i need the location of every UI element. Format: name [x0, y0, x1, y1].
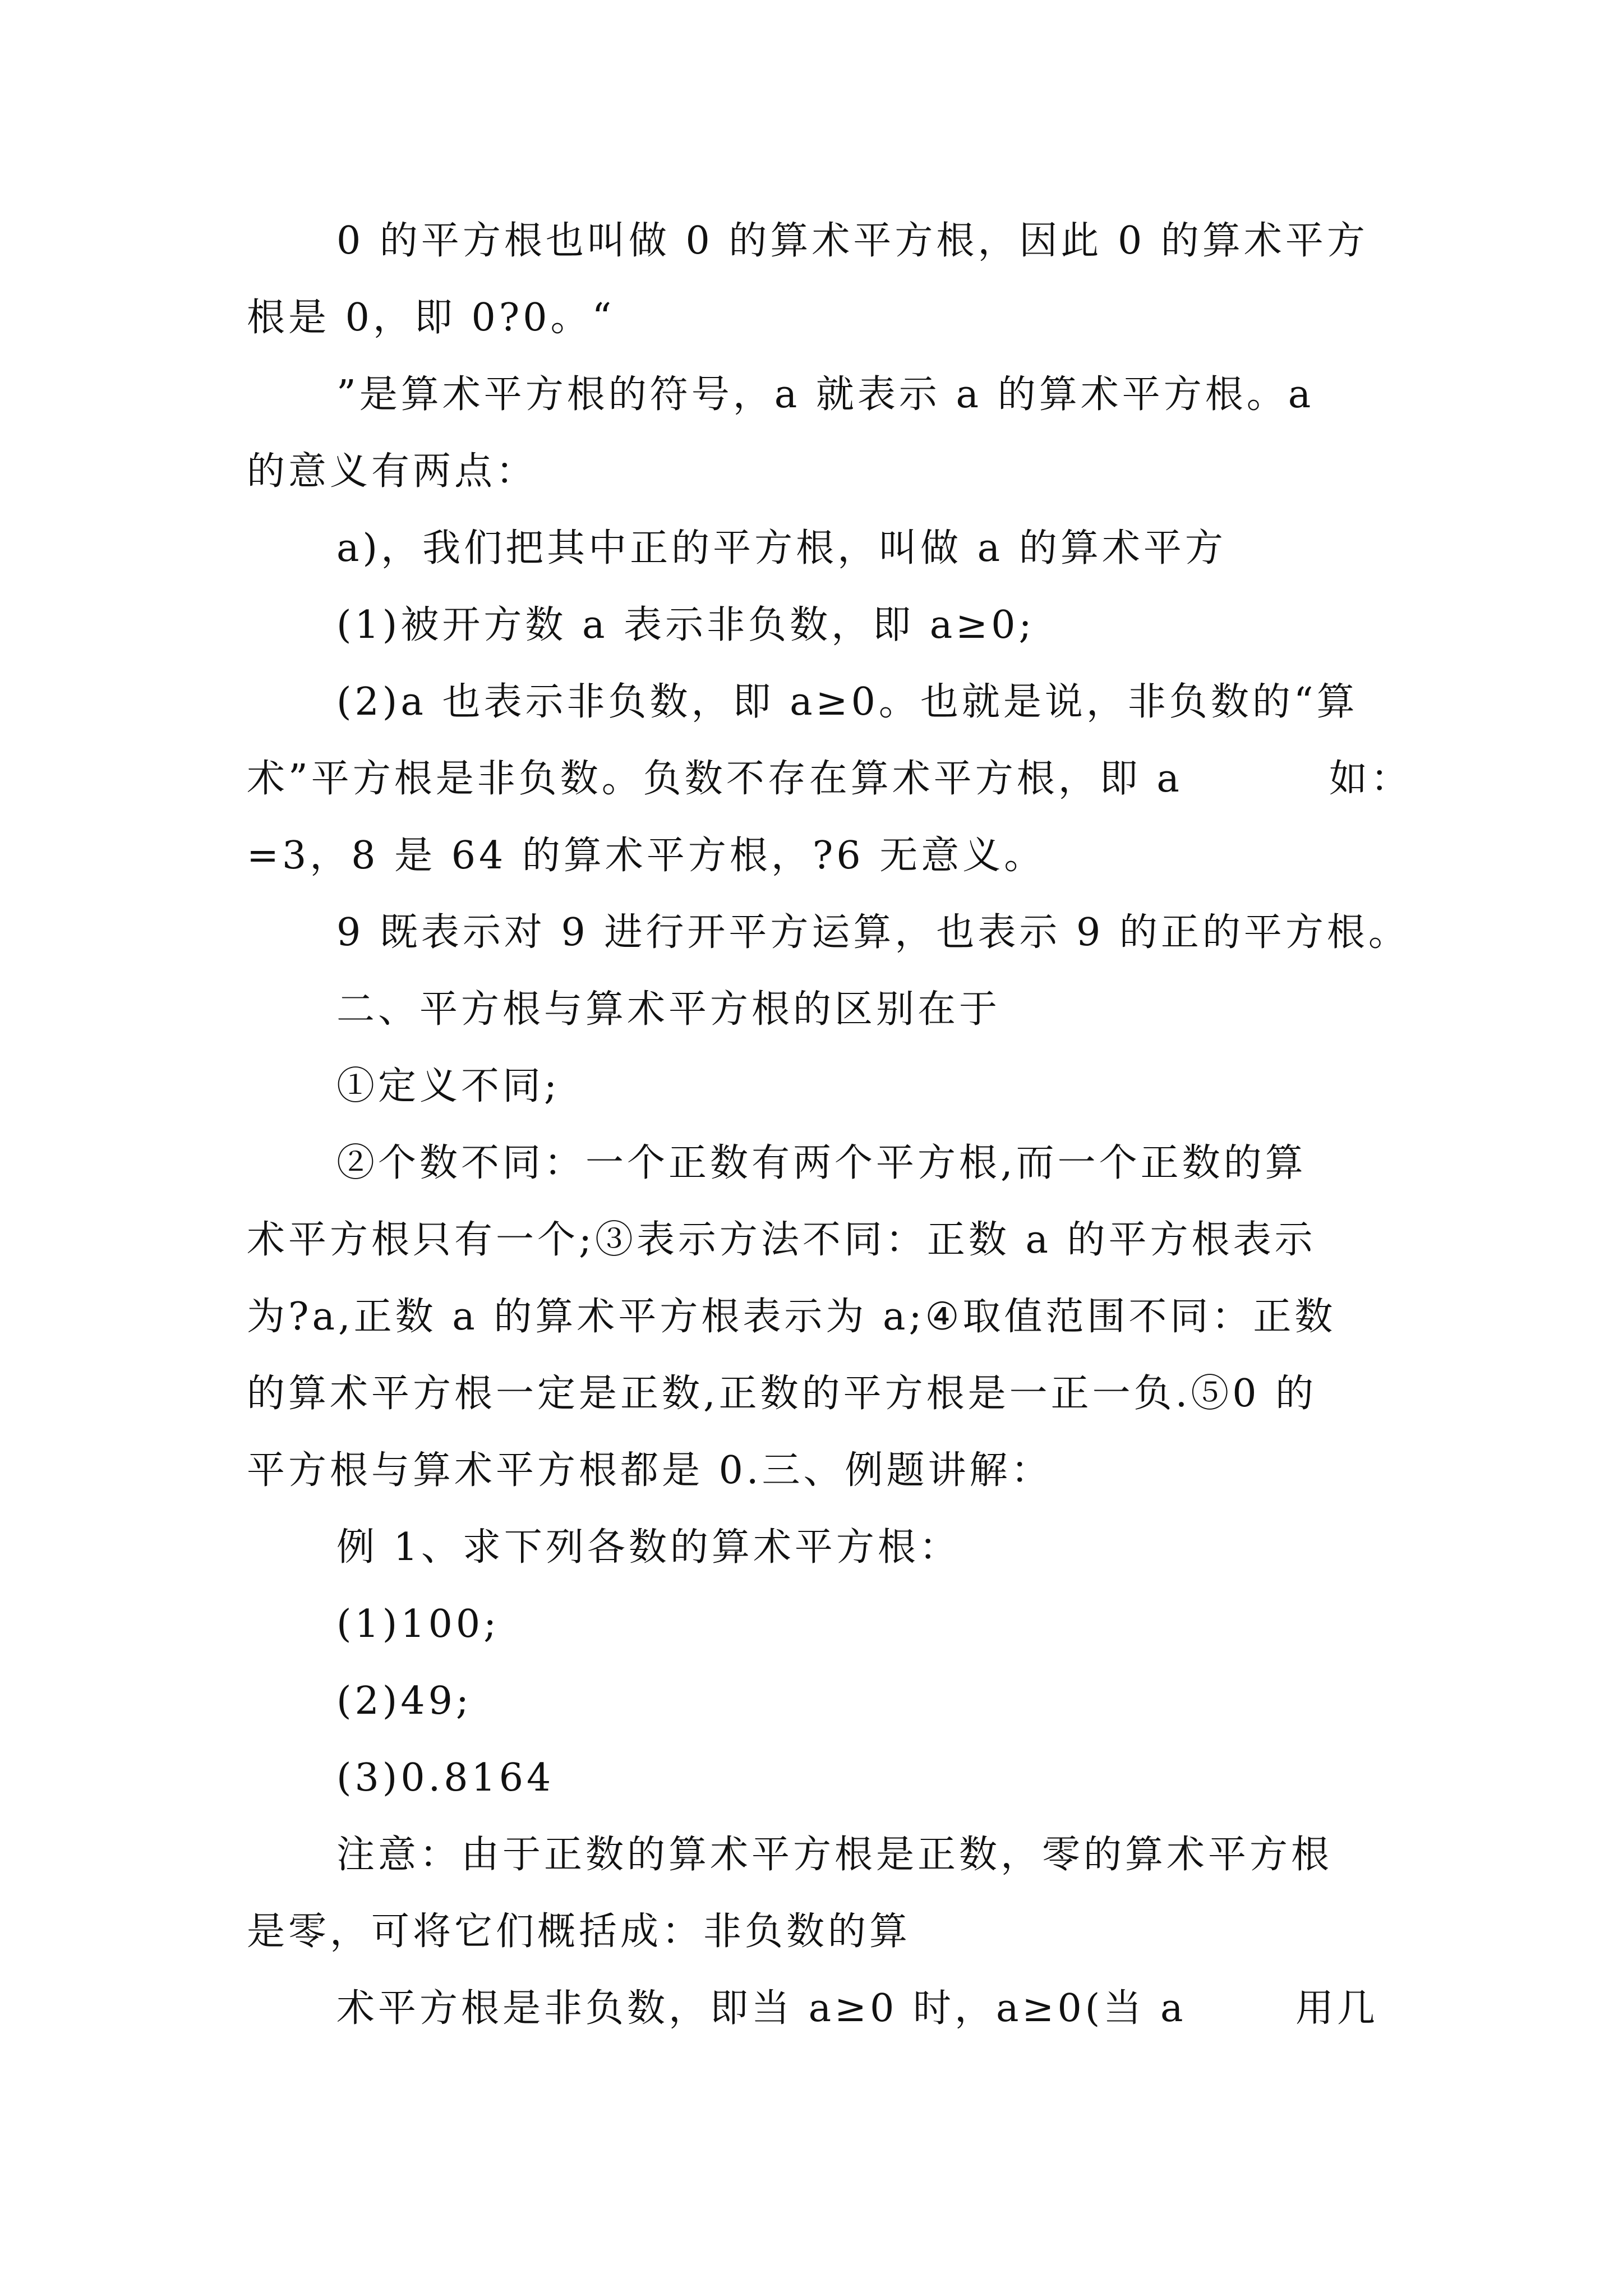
text-line-18: 例 1、求下列各数的算术平方根： [336, 1525, 961, 1570]
text-line-7: (2)a 也表示非负数，即 a≥0。也就是说，非负数的“算 [336, 680, 1358, 724]
text-line-5: a)，我们把其中正的平方根，叫做 a 的算术平方 [336, 526, 1227, 570]
text-line-24 [336, 1982, 1402, 2036]
text-line-2: 根是 0，即 0?0。“ [247, 296, 615, 340]
text-line-20: (2)49; [336, 1679, 472, 1723]
text-line-22: 注意：由于正数的算术平方根是正数，零的算术平方根 [336, 1833, 1333, 1877]
text-line-16: 的算术平方根一定是正数,正数的平方根是一正一负.⑤0 的 [247, 1372, 1317, 1416]
text-line-6: (1)被开方数 a 表示非负数，即 a≥0; [336, 603, 1035, 647]
text-line-24-right: 用几 [1295, 1986, 1379, 2031]
text-line-19: (1)100; [336, 1602, 500, 1646]
text-line-8-right: 如： [1329, 757, 1413, 801]
text-line-4: 的意义有两点： [247, 449, 538, 494]
text-line-11: 二、平方根与算术平方根的区别在于 [336, 987, 1001, 1032]
text-line-8 [247, 752, 1413, 806]
text-line-8-left: 术”平方根是非负数。负数不存在算术平方根，即 a [247, 757, 1183, 801]
text-line-12: ①定义不同; [336, 1064, 560, 1108]
text-line-23: 是零，可将它们概括成：非负数的算 [247, 1910, 911, 1954]
text-line-13: ②个数不同：一个正数有两个平方根,而一个正数的算 [336, 1141, 1307, 1185]
text-line-1: 0 的平方根也叫做 0 的算术平方根，因此 0 的算术平方 [336, 219, 1368, 263]
text-line-24-left: 术平方根是非负数，即当 a≥0 时，a≥0(当 a [336, 1986, 1187, 2031]
text-line-15: 为?a,正数 a 的算术平方根表示为 a;④取值范围不同：正数 [247, 1295, 1336, 1339]
text-line-10: 9 既表示对 9 进行开平方运算，也表示 9 的正的平方根。 [336, 910, 1410, 955]
text-line-14: 术平方根只有一个;③表示方法不同：正数 a 的平方根表示 [247, 1218, 1316, 1262]
text-line-3: ”是算术平方根的符号，a 就表示 a 的算术平方根。a [336, 372, 1315, 417]
text-line-21: (3)0.8164 [336, 1756, 555, 1800]
text-line-17: 平方根与算术平方根都是 0.三、例题讲解： [247, 1448, 1053, 1493]
text-line-9: =3，8 是 64 的算术平方根，?6 无意义。 [247, 834, 1046, 878]
